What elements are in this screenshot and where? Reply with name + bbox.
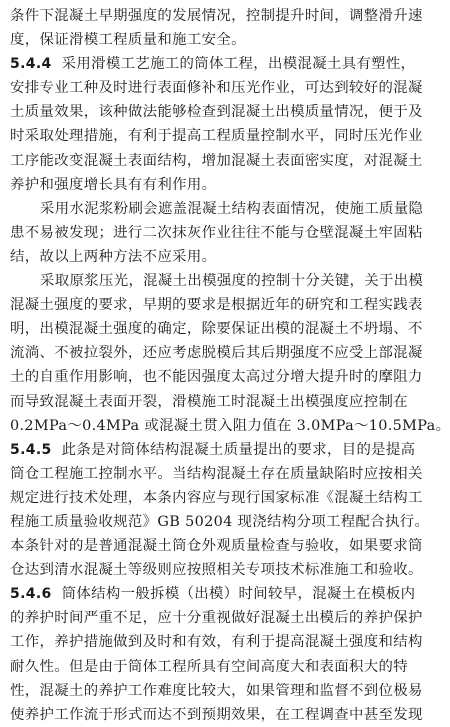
- text-line: 安排专业工种及时进行表面修补和压光作业，可达到较好的混凝: [10, 80, 423, 97]
- clause-number: 5.4.5: [10, 441, 52, 458]
- text-line: 的养护时间严重不足，应十分重视做好混凝土出模后的养护保护: [10, 610, 423, 627]
- text-line: 时采取处理措施，有利于提高工程质量控制水平，同时压光作业: [10, 128, 423, 145]
- clause-first-line: 采用滑模工艺施工的筒体工程，出模混凝土具有塑性，: [61, 56, 416, 73]
- paragraph-cement-paste: [10, 197, 450, 269]
- clause-first-line: 筒体结构一般拆模（出模）时间较早，混凝土在模板内: [61, 586, 416, 603]
- text-line: 采用水泥浆粉刷会遮盖混凝土结构表面情况，使施工质量隐: [40, 200, 424, 217]
- text-line: 采取原浆压光，混凝土出模强度的控制十分关键，关于出模: [40, 273, 424, 290]
- text-line: 工序能改变混凝土表面结构，增加混凝土表面密实度，对混凝土: [10, 152, 423, 169]
- text-line: [10, 438, 450, 462]
- text-line: 使养护工作流于形式而达不到预期效果，在工程调查中甚至发现: [10, 706, 423, 723]
- text-line: 结，故以上两种方法不应采用。: [10, 248, 217, 265]
- text-line: 程施工质量验收规范》GB 50204 现浇结构分项工程配合执行。: [10, 513, 430, 530]
- clause-number: 5.4.6: [10, 586, 52, 603]
- clause-first-line: 此条是对筒体结构混凝土质量提出的要求，目的是提高: [61, 441, 416, 458]
- text-line: 养护和强度增长具有有利作用。: [10, 176, 217, 193]
- text-line: [10, 582, 450, 606]
- text-line: 工作，养护措施做到及时和有效，有利于提高混凝土强度和结构: [10, 634, 423, 651]
- text-line: 性，混凝土的养护工作难度比较大，如果管理和监督不到位极易: [10, 682, 423, 699]
- text-line: 土质量效果，该种做法能够检查到混凝土出模质量情况，便于及: [10, 104, 423, 121]
- text-line: 条件下混凝土早期强度的发展情况，控制提升时间，调整滑升速: [10, 8, 423, 24]
- text-line: 而导致混凝土表面开裂，滑模施工时混凝土出模强度应控制在: [10, 393, 408, 410]
- text-line: 规定进行技术处理，本条内容应与现行国家标准《混凝土结构工: [10, 489, 423, 506]
- text-line: 混凝土强度的要求，早期的要求是根据近年的研究和工程实践表: [10, 297, 423, 314]
- text-line: 明，出模混凝土强度的确定，除要保证出模的混凝土不坍塌、不: [10, 321, 423, 338]
- clause-5-4-4: [10, 52, 450, 197]
- paragraph-original-slurry: [10, 269, 450, 438]
- paragraph-continued: [10, 4, 450, 52]
- text-line: 筒仓工程施工控制水平。当结构混凝土存在质量缺陷时应按相关: [10, 465, 423, 482]
- text-line: 流淌、不被拉裂外，还应考虑脱模后其后期强度不应受上部混凝: [10, 345, 423, 362]
- text-line: 土的自重作用影响，也不能因强度太高过分增大提升时的摩阻力: [10, 369, 423, 386]
- text-line: 度，保证滑模工程质量和施工安全。: [10, 32, 246, 49]
- clause-number: 5.4.4: [10, 56, 52, 73]
- text-line: 0.2MPa～0.4MPa 或混凝土贯入阻力值在 3.0MPa～10.5MPa。: [10, 417, 450, 434]
- clause-5-4-5: [10, 438, 450, 583]
- clause-5-4-6: [10, 582, 450, 727]
- text-line: 耐久性。但是由于筒体工程所具有空间高度大和表面积大的特: [10, 658, 408, 675]
- text-line: 本条针对的是普通混凝土筒仓外观质量检查与验收，如果要求筒: [10, 538, 423, 555]
- text-line: 患不易被发现；进行二次抹灰作业往往不能与仓壁混凝土牢固粘: [10, 224, 423, 241]
- text-line: 仓达到清水混凝土等级则应按照相关专项技术标准施工和验收。: [10, 562, 423, 579]
- text-line: [10, 52, 450, 76]
